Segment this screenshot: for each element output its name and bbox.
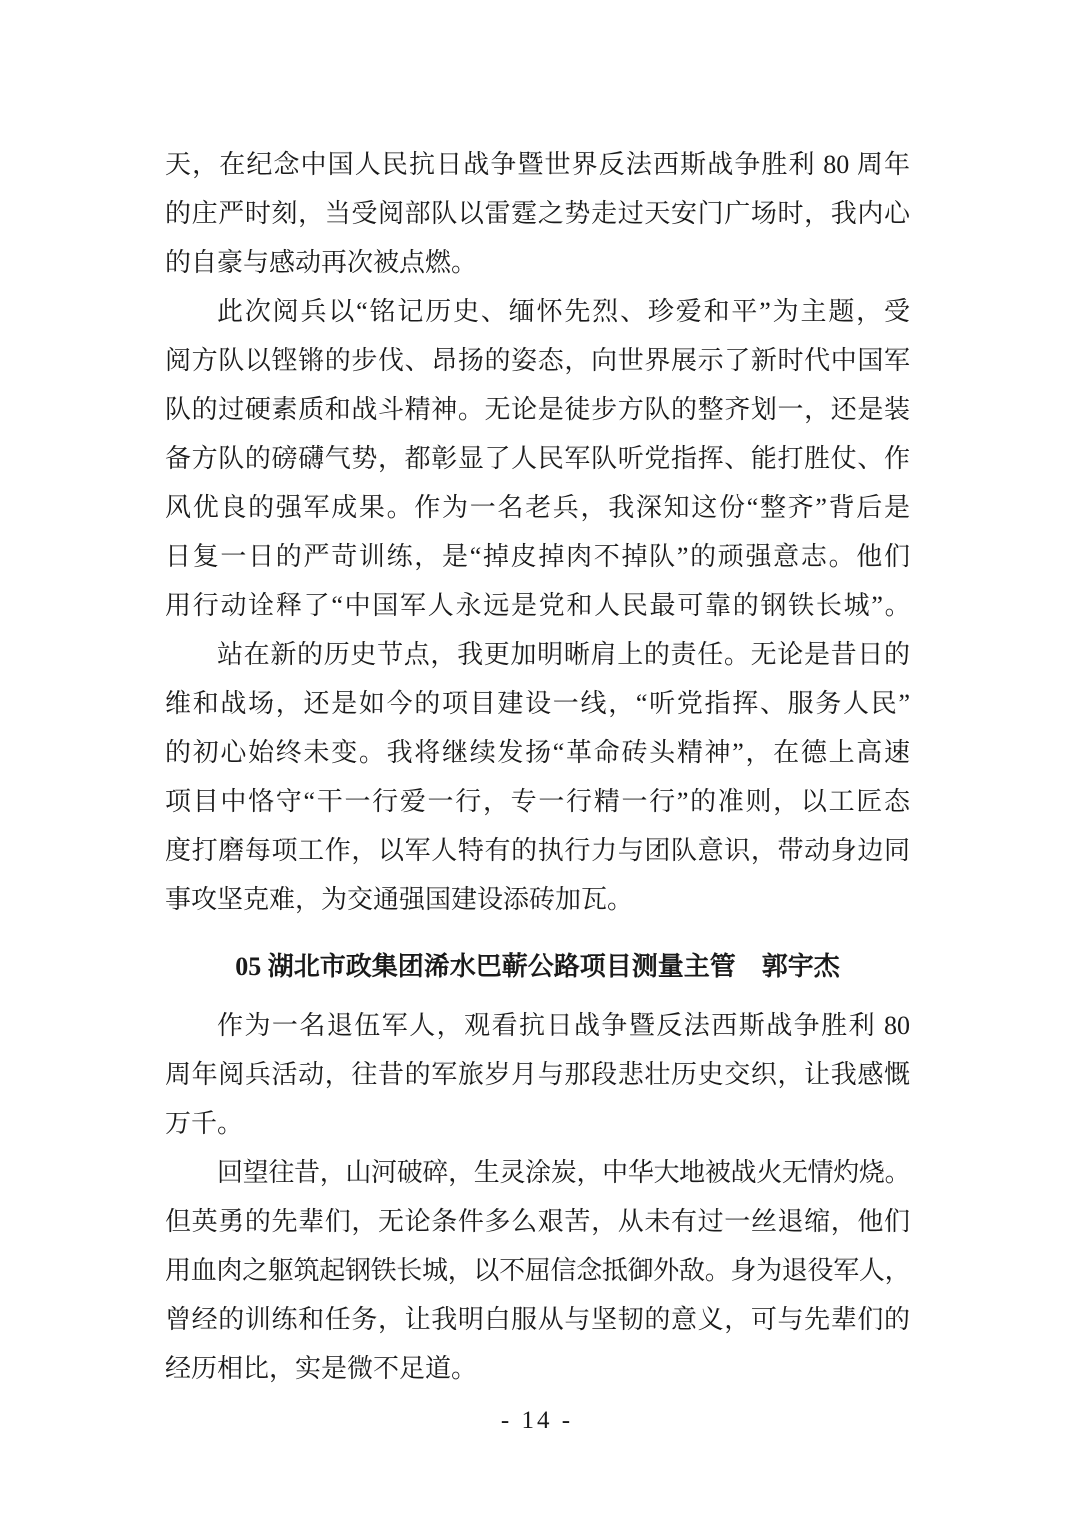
text-line: 的庄严时刻，当受阅部队以雷霆之势走过天安门广场时，我内心	[165, 199, 910, 228]
text-line: 队的过硬素质和战斗精神。无论是徒步方队的整齐划一，还是装	[165, 395, 910, 424]
text-line: 曾经的训练和任务，让我明白服从与坚韧的意义，可与先辈们的	[165, 1305, 910, 1334]
text-line: 此次阅兵以“铭记历史、缅怀先烈、珍爱和平”为主题，受	[217, 297, 910, 326]
text-line: 作为一名退伍军人，观看抗日战争暨反法西斯战争胜利 80	[217, 1011, 910, 1040]
text-line: 天，在纪念中国人民抗日战争暨世界反法西斯战争胜利 80 周年	[165, 150, 910, 179]
text-line: 维和战场，还是如今的项目建设一线，“听党指挥、服务人民”	[165, 689, 910, 718]
text-line: 周年阅兵活动，往昔的军旅岁月与那段悲壮历史交织，让我感慨	[165, 1060, 910, 1089]
text-line: 度打磨每项工作，以军人特有的执行力与团队意识，带动身边同	[165, 836, 910, 865]
document-body	[165, 140, 910, 1393]
text-line: 回望往昔，山河破碎，生灵涂炭，中华大地被战火无情灼烧。	[217, 1158, 910, 1187]
text-line: 经历相比，实是微不足道。	[165, 1354, 478, 1383]
text-line: 风优良的强军成果。作为一名老兵，我深知这份“整齐”背后是	[165, 493, 910, 522]
text-line: 项目中恪守“干一行爱一行，专一行精一行”的准则，以工匠态	[165, 787, 910, 816]
text-line: 备方队的磅礴气势，都彰显了人民军队听党指挥、能打胜仗、作	[165, 444, 910, 473]
text-line: 万千。	[165, 1109, 244, 1138]
page-number: - 14 -	[500, 1407, 574, 1434]
text-line: 日复一日的严苛训练，是“掉皮掉肉不掉队”的顽强意志。他们	[165, 542, 910, 571]
text-line: 用行动诠释了“中国军人永远是党和人民最可靠的钢铁长城”。	[165, 591, 910, 620]
text-line: 但英勇的先辈们，无论条件多么艰苦，从未有过一丝退缩，他们	[165, 1207, 910, 1236]
text-line: 站在新的历史节点，我更加明晰肩上的责任。无论是昔日的	[217, 640, 910, 669]
text-line: 的自豪与感动再次被点燃。	[165, 248, 478, 277]
text-line: 的初心始终未变。我将继续发扬“革命砖头精神”，在德上高速	[165, 738, 910, 767]
text-line: 阅方队以铿锵的步伐、昂扬的姿态，向世界展示了新时代中国军	[165, 346, 910, 375]
section-heading: 05 湖北市政集团浠水巴蕲公路项目测量主管 郭宇杰	[235, 952, 840, 981]
text-line: 事攻坚克难，为交通强国建设添砖加瓦。	[165, 885, 634, 914]
text-line: 用血肉之躯筑起钢铁长城，以不屈信念抵御外敌。身为退役军人，	[165, 1256, 910, 1285]
